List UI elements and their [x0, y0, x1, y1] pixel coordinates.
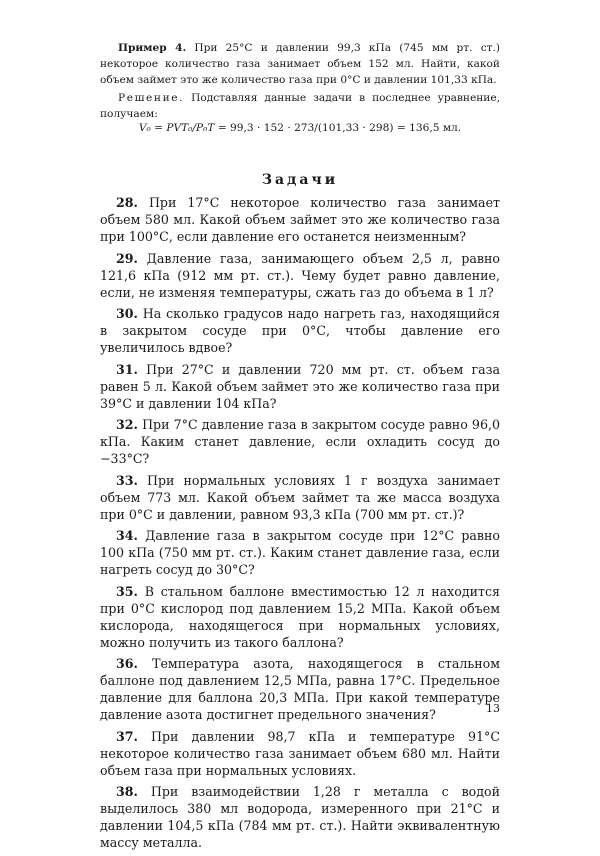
- problem-number: 35.: [116, 583, 138, 599]
- problem-text: В стальном баллоне вместимостью 12 л находится при 0°С кислород под давлением 15,2 МПа. Какой объем кислорода, находящегося при нормальных условиях, можно получить из такого баллона?: [100, 583, 500, 650]
- problem-number: 34.: [116, 528, 138, 543]
- problem-text: На сколько градусов надо нагреть газ, находящийся в закрытом сосуде при 0°С, чтобы давление его увеличилось вдвое?: [100, 306, 500, 355]
- problem-item: [100, 361, 500, 412]
- problem-text: Температура азота, находящегося в стальном баллоне под давлением 12,5 МПа, равна 17°С. Предельное давление для баллона 20,3 МПа. При какой температуре давление азота достигнет предельного значения?: [100, 656, 500, 722]
- problem-list: [100, 194, 500, 856]
- problem-number: 32.: [116, 417, 138, 432]
- example-label: Пример 4.: [118, 42, 187, 54]
- problem-text: Давление газа, занимающего объем 2,5 л, равно 121,6 кПа (912 мм рт. ст.). Чему будет равно давление, если, не изменяя температуры, сжать газ до объема в 1 л?: [100, 250, 500, 300]
- problem-text: При 7°С давление газа в закрытом сосуде равно 96,0 кПа. Каким станет давление, если охладить сосуд до −33°С?: [100, 417, 500, 466]
- problem-item: [100, 728, 500, 779]
- problem-item: [100, 472, 500, 523]
- problem-number: 30.: [116, 306, 138, 321]
- problem-item: [100, 194, 500, 245]
- formula: [100, 120, 500, 136]
- formula-lhs: V₀ = PVT₀/P₀T: [138, 122, 215, 134]
- section-title: Задачи: [261, 172, 339, 188]
- problem-text: При 27°С и давлении 720 мм рт. ст. объем газа равен 5 л. Какой объем займет это же количество газа при 39°С и давлении 104 кПа?: [100, 361, 500, 411]
- problem-item: [100, 416, 500, 467]
- problem-number: 29.: [116, 250, 138, 266]
- page-number: 13: [486, 702, 500, 715]
- problem-text: При 17°С некоторое количество газа занимает объем 580 мл. Какой объем займет это же количество газа при 100°С, если давление его останется неизменным?: [100, 195, 500, 244]
- problem-text: Давление газа в закрытом сосуде при 12°С равно 100 кПа (750 мм рт. ст.). Каким станет давление газа, если нагреть сосуд до 30°С?: [100, 528, 500, 577]
- problem-number: 28.: [116, 195, 138, 210]
- problem-text: При нормальных условиях 1 г воздуха занимает объем 773 мл. Какой объем займет та же масса воздуха при 0°С и давлении, равном 93,3 кПа (700 мм рт. ст.)?: [100, 472, 500, 522]
- solution-paragraph: [100, 90, 500, 122]
- problem-number: 37.: [116, 728, 138, 744]
- solution-text: Подставляя данные задачи в последнее уравнение, получаем:: [100, 92, 500, 120]
- problem-item: [100, 305, 500, 356]
- problem-text: При давлении 98,7 кПа и температуре 91°С некоторое количество газа занимает объем 680 мл. Найти объем газа при нормальных условиях.: [100, 728, 500, 778]
- problem-text: При взаимодействии 1,28 г металла с водой выделилось 380 мл водорода, измеренного при 21°С и давлении 104,5 кПа (784 мм рт. ст.). Найти эквивалентную массу металла.: [100, 784, 500, 850]
- solution-label: Решение.: [118, 92, 185, 104]
- problem-number: 36.: [116, 656, 138, 671]
- example-paragraph: [100, 40, 500, 88]
- problem-item: [100, 250, 500, 301]
- problem-item: [100, 583, 500, 651]
- problem-number: 33.: [116, 472, 138, 488]
- problem-item: [100, 783, 500, 851]
- problem-item: [100, 527, 500, 578]
- formula-rhs: = 99,3 · 152 · 273/(101,33 · 298) = 136,5 мл.: [217, 122, 462, 134]
- problem-number: 31.: [116, 361, 138, 377]
- problem-number: 38.: [116, 784, 138, 799]
- example-text: При 25°С и давлении 99,3 кПа (745 мм рт. ст.) некоторое количество газа занимает объем 152 мл. Найти, какой объем займет это же количество газа при 0°С и давлении 101,33 кПа.: [100, 42, 500, 86]
- problem-item: [100, 655, 500, 723]
